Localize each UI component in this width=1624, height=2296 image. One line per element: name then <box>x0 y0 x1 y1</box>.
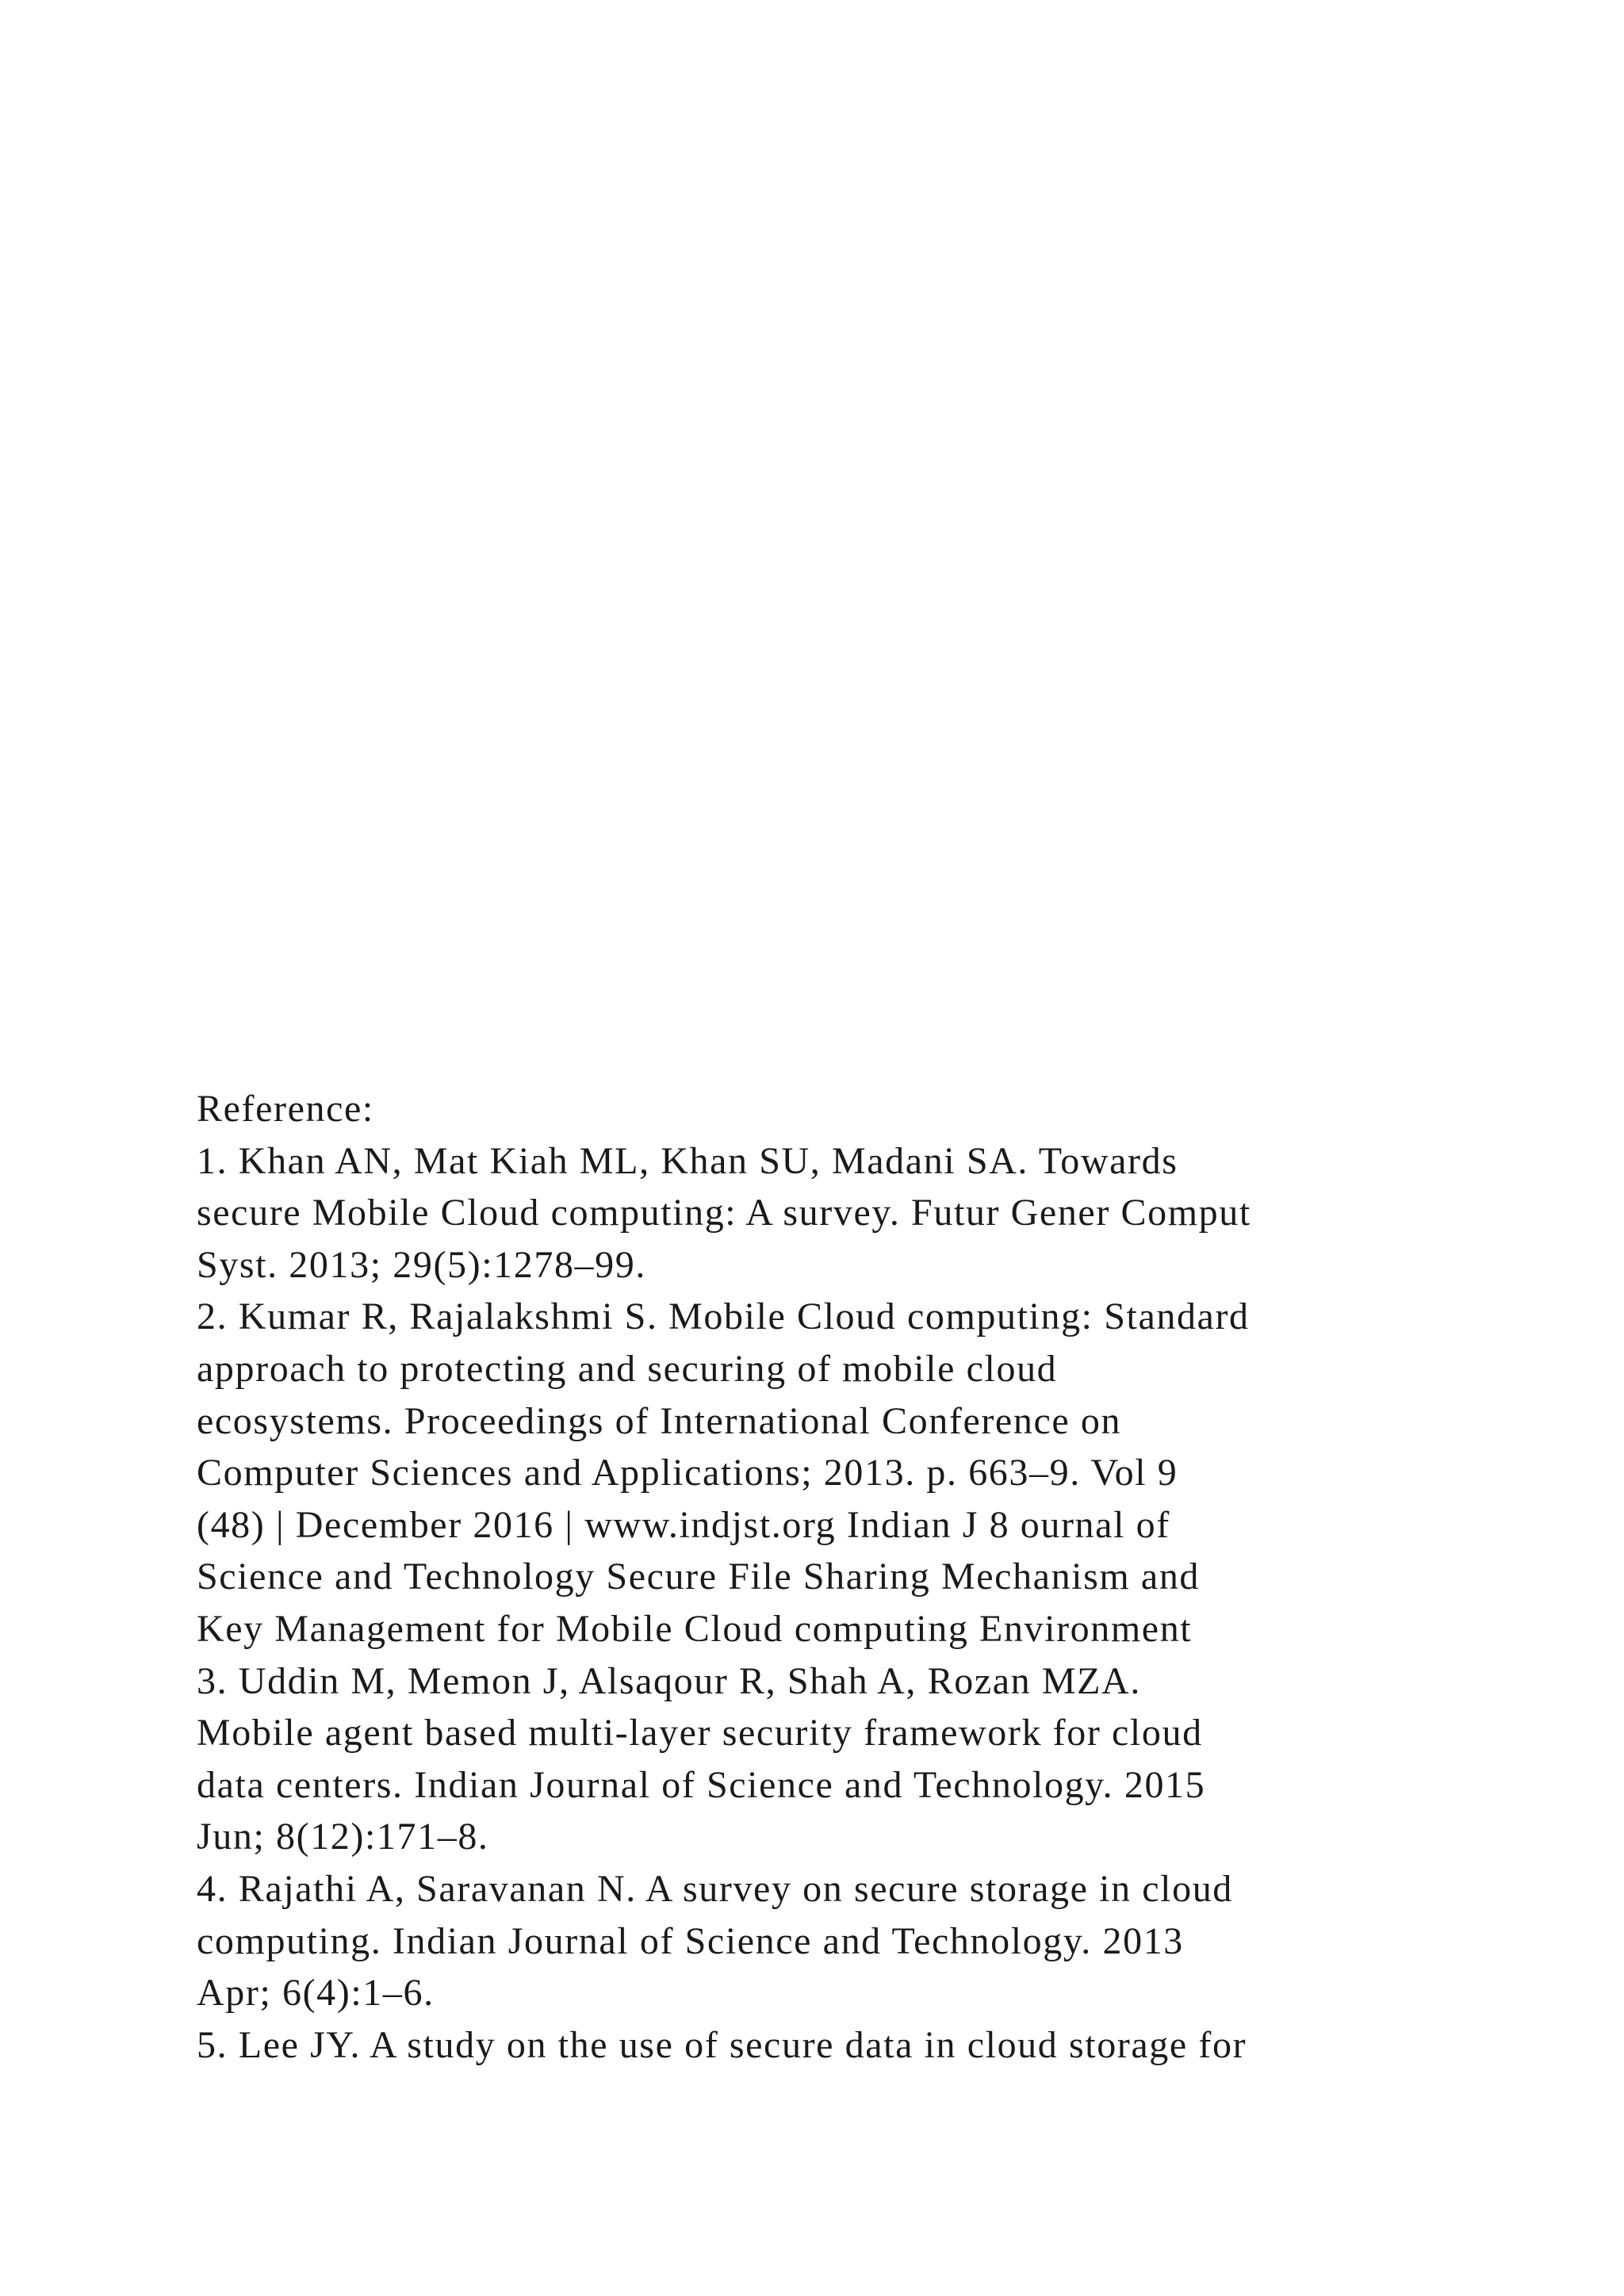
text-line: (48) | December 2016 | www.indjst.org Indian J 8 ournal of <box>197 1503 1170 1546</box>
text-line: data centers. Indian Journal of Science and Technology. 2015 <box>197 1763 1206 1806</box>
text-line: Key Management for Mobile Cloud computing Environment <box>197 1607 1193 1650</box>
text-line: Syst. 2013; 29(5):1278–99. <box>197 1243 646 1286</box>
text-line: 4. Rajathi A, Saravanan N. A survey on secure storage in cloud <box>197 1867 1233 1910</box>
text-line: Jun; 8(12):171–8. <box>197 1816 489 1858</box>
text-line: 3. Uddin M, Memon J, Alsaqour R, Shah A, Rozan MZA. <box>197 1659 1141 1702</box>
text-line: ecosystems. Proceedings of International Conference on <box>197 1399 1122 1442</box>
reference-text-block <box>197 1083 1497 2071</box>
text-line: 2. Kumar R, Rajalakshmi S. Mobile Cloud computing: Standard <box>197 1295 1250 1338</box>
text-line: computing. Indian Journal of Science and Technology. 2013 <box>197 1919 1184 1962</box>
text-line: Computer Sciences and Applications; 2013. p. 663–9. Vol 9 <box>197 1452 1178 1494</box>
text-line: Science and Technology Secure File Sharing Mechanism and <box>197 1556 1201 1598</box>
text-line: 5. Lee JY. A study on the use of secure data in cloud storage for <box>197 2023 1247 2066</box>
text-line: Mobile agent based multi-layer security framework for cloud <box>197 1712 1203 1755</box>
text-line: 1. Khan AN, Mat Kiah ML, Khan SU, Madani SA. Towards <box>197 1139 1178 1182</box>
text-line: secure Mobile Cloud computing: A survey. Futur Gener Comput <box>197 1192 1251 1234</box>
text-line: approach to protecting and securing of mobile cloud <box>197 1347 1058 1390</box>
text-line: Apr; 6(4):1–6. <box>197 1972 435 2015</box>
reference-heading: Reference: <box>197 1088 374 1130</box>
